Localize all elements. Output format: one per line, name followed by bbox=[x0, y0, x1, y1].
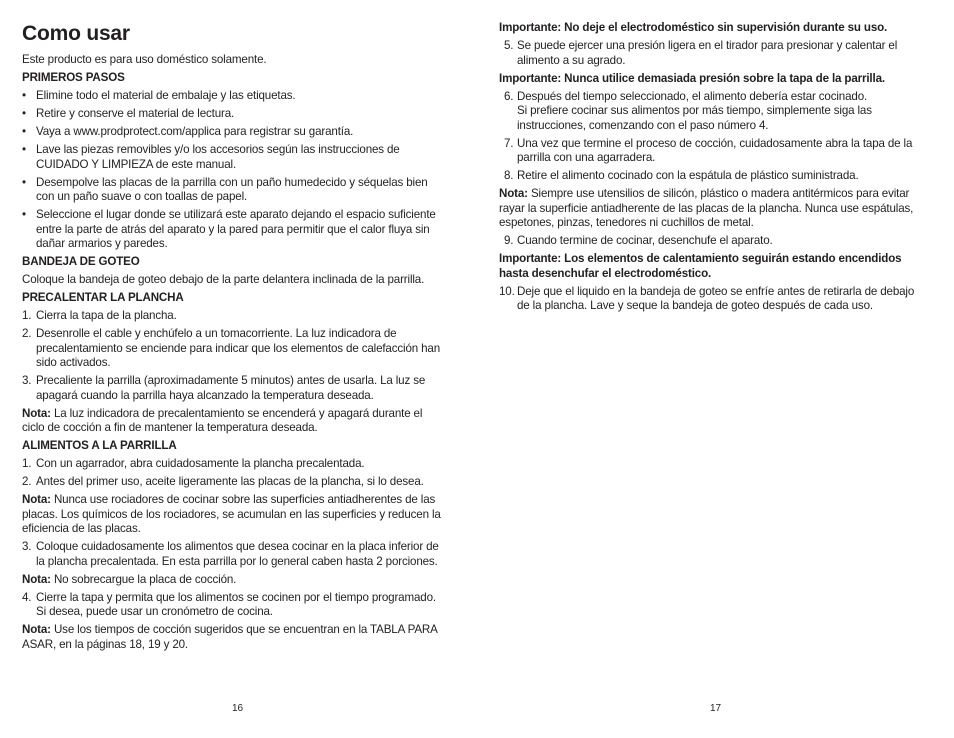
note-text: No sobrecargue la placa de cocción. bbox=[50, 572, 237, 586]
note-label: Nota: bbox=[499, 187, 528, 200]
step-text: Se puede ejercer una presión ligera en el tirador para presionar y calentar el alimento a su agrado. bbox=[517, 39, 898, 67]
list-item bbox=[499, 285, 924, 314]
list-item bbox=[22, 107, 442, 122]
step-text: Coloque cuidadosamente los alimentos que desea cocinar en la placa inferior de la plancha precalentada. En esta parrilla por lo general caben hasta 2 porciones. bbox=[36, 540, 439, 568]
list-item bbox=[22, 208, 442, 252]
step-text: Antes del primer uso, aceite ligeramente las placas de la plancha, si lo desea. bbox=[36, 475, 424, 488]
section-heading-bandeja: BANDEJA DE GOTEO bbox=[22, 255, 140, 268]
list-item-text: Vaya a www.prodprotect.com/applica para registrar su garantía. bbox=[36, 125, 354, 138]
step-text: Precaliente la parrilla (aproximadamente 5 minutos) antes de usarla. La luz se apagará cuando la parrilla haya alcanzado la temperatura deseada. bbox=[36, 374, 426, 402]
list-item bbox=[22, 374, 442, 403]
list-item-text: Lave las piezas removibles y/o los accesorios según las instrucciones de CUIDADO Y LIMPIEZA de este manual. bbox=[36, 143, 400, 171]
important-notice: Importante: No deje el electrodoméstico sin supervisión durante su uso. bbox=[499, 21, 888, 34]
important-notice: Importante: Los elementos de calentamiento seguirán estando encendidos hasta desenchufar el electrodoméstico. bbox=[499, 252, 902, 280]
step-number: 7. bbox=[504, 136, 514, 150]
step-number: 10. bbox=[499, 284, 515, 298]
bullet-list bbox=[22, 89, 442, 252]
list-item bbox=[499, 234, 924, 249]
list-item bbox=[499, 169, 924, 184]
step-number: 8. bbox=[504, 169, 514, 182]
list-item-text: Elimine todo el material de embalaje y las etiquetas. bbox=[36, 89, 296, 102]
step-number: 9. bbox=[504, 234, 514, 247]
note-label: Nota: bbox=[22, 623, 51, 636]
list-item bbox=[22, 89, 442, 104]
intro-text: Este producto es para uso doméstico solamente. bbox=[22, 53, 267, 66]
list-item bbox=[22, 327, 442, 371]
step-number: 2. bbox=[22, 475, 32, 488]
list-item bbox=[22, 309, 442, 324]
note-text: Nunca use rociadores de cocinar sobre las superficies antiadherentes de las placas. Los químicos de los rociadores, se acumulan en las superficies y reducen la eficiencia de las placas. bbox=[22, 493, 441, 535]
step-text: Desenrolle el cable y enchúfelo a un tomacorriente. La luz indicadora de precalentamiento se enciende para indicar que los elementos de calefacción han sido activados. bbox=[36, 327, 441, 369]
step-text: Cierra la tapa de la plancha. bbox=[36, 309, 177, 322]
list-item bbox=[22, 176, 442, 205]
list-item-text: Desempolve las placas de la parrilla con un paño humedecido y séquelas bien con un paño suave o con toallas de papel. bbox=[36, 175, 428, 203]
list-item bbox=[499, 137, 924, 166]
list-item bbox=[22, 457, 442, 472]
list-item-text: Retire y conserve el material de lectura. bbox=[36, 107, 235, 120]
list-item bbox=[22, 125, 442, 140]
step-number: 5. bbox=[504, 39, 514, 52]
note-text: Use los tiempos de cocción sugeridos que se encuentran en la TABLA PARA ASAR, en la páginas 18, 19 y 20. bbox=[22, 623, 438, 651]
bullet-mark: • bbox=[22, 89, 26, 102]
section-heading-precalentar: PRECALENTAR LA PLANCHA bbox=[22, 291, 184, 304]
bullet-mark: • bbox=[22, 208, 26, 221]
bullet-mark: • bbox=[22, 107, 26, 120]
bullet-mark: • bbox=[22, 143, 26, 156]
step-text: Con un agarrador, abra cuidadosamente la plancha precalentada. bbox=[36, 457, 365, 470]
note-paragraph bbox=[22, 493, 442, 537]
list-item bbox=[22, 540, 442, 569]
step-number: 3. bbox=[22, 374, 32, 387]
section-heading-primeros-pasos: PRIMEROS PASOS bbox=[22, 71, 125, 84]
note-paragraph bbox=[22, 573, 442, 588]
note-text: La luz indicadora de precalentamiento se encenderá y apagará durante el ciclo de cocción a fin de mantener la temperatura deseada. bbox=[22, 406, 423, 434]
important-notice: Importante: Nunca utilice demasiada presión sobre la tapa de la parrilla. bbox=[499, 71, 885, 85]
list-item-text: Seleccione el lugar donde se utilizará este aparato dejando el espacio suficiente entre la parte de atrás del aparato y la pared para permitir que el calor fluya sin dañar armarios y paredes. bbox=[36, 208, 436, 250]
bullet-mark: • bbox=[22, 125, 26, 138]
section-heading-alimentos: ALIMENTOS A LA PARRILLA bbox=[22, 439, 177, 452]
left-page bbox=[22, 22, 442, 656]
list-item bbox=[499, 90, 924, 134]
note-label: Nota: bbox=[22, 572, 51, 586]
step-text: Cierre la tapa y permita que los alimentos se cocinen por el tiempo programado. Si desea, puede usar un cronómetro de cocina. bbox=[36, 590, 436, 618]
bandeja-text: Coloque la bandeja de goteo debajo de la parte delantera inclinada de la parrilla. bbox=[22, 273, 425, 286]
step-text: Deje que el liquido en la bandeja de goteo se enfríe antes de retirarla de debajo de la plancha. Lave y seque la bandeja de goteo después de cada uso. bbox=[517, 284, 915, 312]
step-number: 1. bbox=[22, 309, 32, 322]
note-text: Siempre use utensilios de silicón, plástico o madera antitérmicos para evitar rayar la superficie antiadherente de las placas de la plancha. Nunca use espátulas, espetones, pinzas, tenedores ni cuchillos de metal. bbox=[499, 187, 914, 229]
step-text: Después del tiempo seleccionado, el alimento debería estar cocinado. bbox=[517, 89, 868, 103]
note-paragraph bbox=[499, 187, 924, 231]
page-title: Como usar bbox=[22, 22, 130, 45]
note-label: Nota: bbox=[22, 493, 51, 506]
note-label: Nota: bbox=[22, 406, 51, 420]
step-text: Si prefiere cocinar sus alimentos por más tiempo, simplemente siga las instrucciones, comenzando con el paso número 4. bbox=[517, 104, 872, 132]
list-item bbox=[22, 143, 442, 172]
note-paragraph bbox=[22, 407, 442, 436]
step-text: Retire el alimento cocinado con la espátula de plástico suministrada. bbox=[517, 169, 859, 182]
step-number: 3. bbox=[22, 540, 32, 553]
step-number: 2. bbox=[22, 327, 32, 340]
step-text: Una vez que termine el proceso de cocción, cuidadosamente abra la tapa de la parrilla con una agarradera. bbox=[517, 136, 913, 164]
precalentar-steps bbox=[22, 309, 442, 403]
step-text: Cuando termine de cocinar, desenchufe el aparato. bbox=[517, 234, 773, 247]
list-item bbox=[22, 591, 442, 620]
page-number-left: 16 bbox=[232, 703, 244, 714]
note-paragraph bbox=[22, 623, 442, 652]
right-page bbox=[499, 21, 924, 317]
step-number: 6. bbox=[504, 89, 514, 103]
page-number-right: 17 bbox=[710, 703, 722, 714]
step-number: 4. bbox=[22, 590, 32, 604]
list-item bbox=[22, 475, 442, 490]
bullet-mark: • bbox=[22, 175, 26, 189]
step-number: 1. bbox=[22, 457, 32, 470]
list-item bbox=[499, 39, 924, 68]
